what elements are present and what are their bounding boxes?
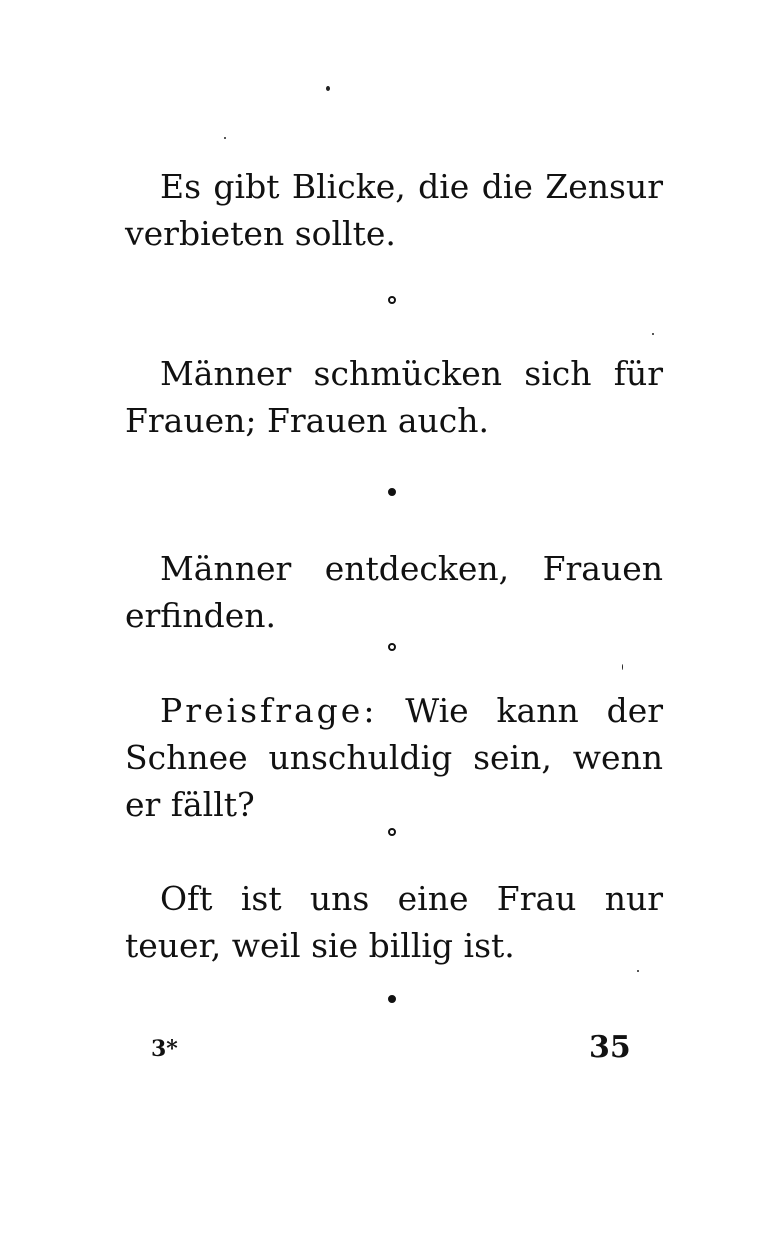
aphorism-3: Männer entdecken, Frauen erfinden. — [125, 549, 663, 635]
aphorism-1: Es gibt Blicke, die die Zensur verbieten sollte. — [125, 167, 663, 253]
signature-mark: 3* — [151, 1036, 178, 1062]
separator-circle — [388, 296, 396, 304]
aphorism-lead-word: Preisfrage: — [160, 691, 378, 730]
aphorism-4: Preisfrage: Wie kann der Schnee unschuldig sein, wenn er fällt? — [125, 691, 663, 824]
separator-circle — [388, 643, 396, 651]
separator-circle — [388, 995, 396, 1003]
separator-circle — [388, 488, 396, 496]
separator-circle — [388, 828, 396, 836]
aphorism-5: Oft ist uns eine Frau nur teuer, weil sie billig ist. — [125, 879, 663, 965]
aphorism-2: Männer schmücken sich für Frauen; Frauen auch. — [125, 354, 663, 440]
page-number: 35 — [589, 1030, 631, 1065]
